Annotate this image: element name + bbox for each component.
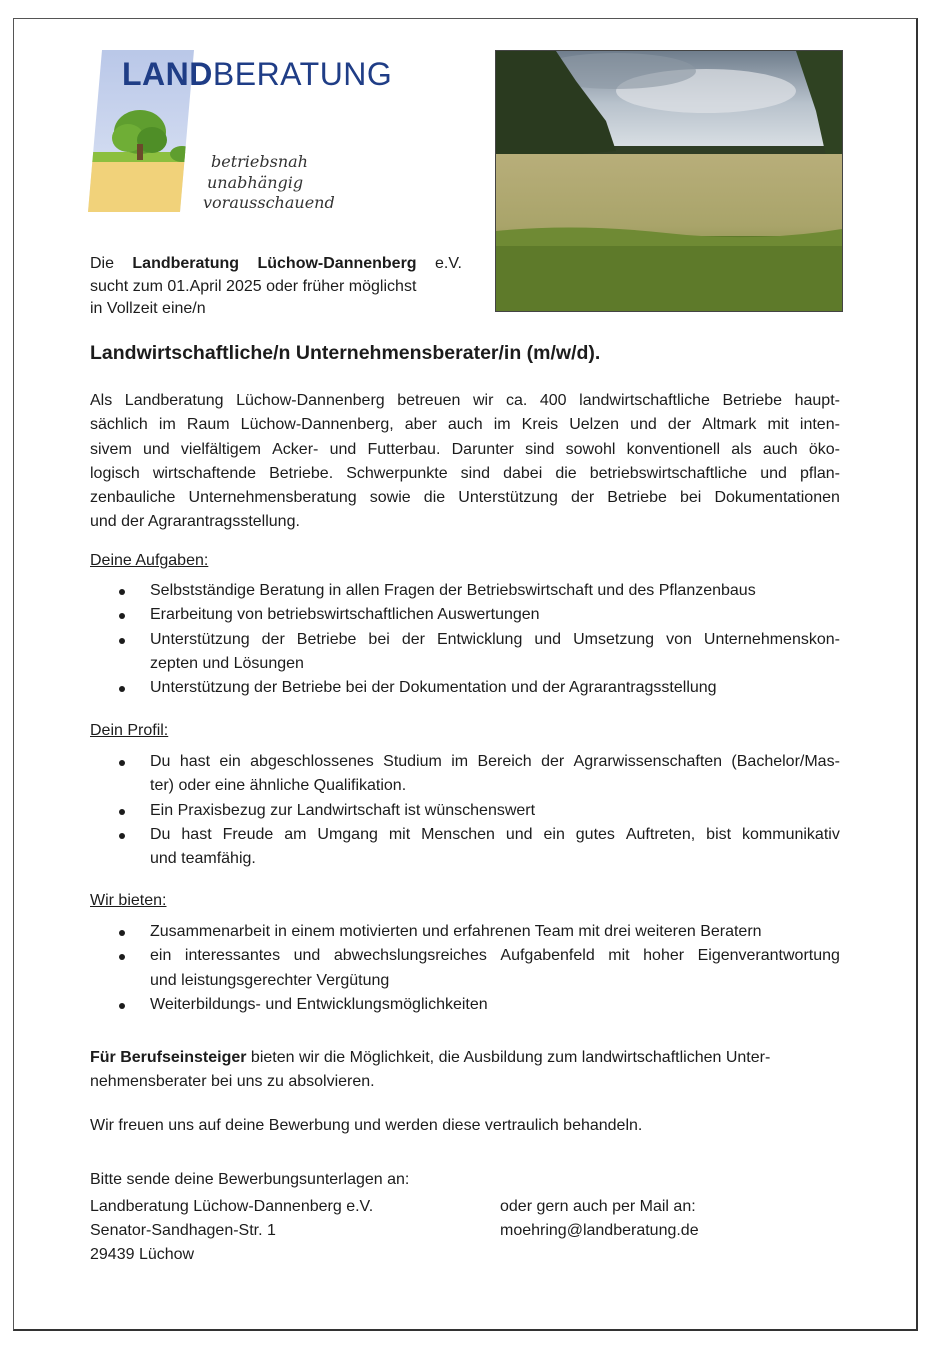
intro-line-2: sucht zum 01.April 2025 oder früher möglichst [90, 277, 417, 295]
einsteiger-rest: bieten wir die Möglichkeit, die Ausbildung zum landwirtschaftlichen Unter- [246, 1049, 771, 1066]
list-item-text: Erarbeitung von betriebswirtschaftlichen Auswertungen [150, 606, 540, 624]
logo-slogan [203, 152, 335, 214]
einsteiger-bold: Für Berufseinsteiger [90, 1049, 247, 1066]
description-paragraph [90, 389, 840, 535]
list-item [90, 628, 840, 677]
logo-word-beratung: BERATUNG [212, 56, 393, 92]
description-line: und der Agrarantragsstellung. [90, 513, 300, 531]
list-item [90, 676, 840, 700]
list-item-text: ter) oder eine ähnliche Qualifikation. [150, 777, 407, 795]
einsteiger-line-1 [90, 1046, 840, 1070]
list-item [90, 823, 840, 872]
list-item [90, 993, 840, 1017]
list-item-text: Du hast Freude am Umgang mit Menschen und ein gutes Auftreten, bist kommunikativ [150, 825, 840, 843]
closing-line: Wir freuen uns auf deine Bewerbung und werden diese vertraulich behandeln. [90, 1117, 643, 1134]
slogan-line: vorausschauend [203, 193, 335, 212]
logo-word-land: LAND [122, 56, 213, 92]
bullet-icon [119, 686, 125, 692]
list-item [90, 920, 840, 944]
section-heading-aufgaben: Deine Aufgaben: [90, 552, 209, 569]
list-item [90, 750, 840, 799]
intro-word: Landberatung [132, 255, 240, 272]
contact-intro: Bitte sende deine Bewerbungsunterlagen an: [90, 1171, 410, 1188]
wheat-field-photo [495, 50, 843, 312]
list-item [90, 603, 840, 627]
section-heading-profil: Dein Profil: [90, 722, 169, 739]
closing-paragraph [90, 1114, 840, 1138]
bullet-icon [119, 1003, 125, 1009]
intro-word: Die [90, 255, 115, 272]
bullet-icon [119, 930, 125, 936]
logo-wordmark [122, 58, 392, 90]
list-item-text: Selbstständige Beratung in allen Fragen der Betriebswirtschaft und des Pflanzenbaus [150, 582, 756, 599]
address-line: Senator-Sandhagen-Str. 1 [90, 1222, 276, 1239]
bullet-icon [119, 589, 125, 595]
address-line: 29439 Lüchow [90, 1246, 195, 1263]
list-item [90, 799, 840, 823]
description-line: zenbauliche Unternehmensberatung sowie die Unterstützung der Betriebe bei Dokumentationen [90, 489, 840, 507]
postal-address [90, 1195, 373, 1267]
mail-label: oder gern auch per Mail an: [500, 1198, 696, 1215]
list-item-text: Du hast ein abgeschlossenes Studium im Bereich der Agrarwissenschaften (Bachelor/Mas- [150, 753, 840, 770]
intro-word: Lüchow-Dannenberg [257, 255, 417, 272]
bullet-icon [119, 809, 125, 815]
bullet-icon [119, 638, 125, 644]
list-item-text: Ein Praxisbezug zur Landwirtschaft ist wünschenswert [150, 801, 536, 819]
slogan-line: unabhängig [207, 172, 304, 192]
bullet-icon [119, 613, 125, 619]
aufgaben-list [90, 579, 840, 700]
list-item-text: Zusammenarbeit in einem motivierten und erfahrenen Team mit drei weiteren Beratern [150, 923, 762, 940]
email-link[interactable]: moehring@landberatung.de [500, 1222, 699, 1239]
list-item-text: und leistungsgerechter Vergütung [150, 971, 390, 989]
list-item-text: Unterstützung der Betriebe bei der Dokumentation und der Agrarantragsstellung [150, 679, 717, 697]
einsteiger-line-2: nehmensberater bei uns zu absolvieren. [90, 1073, 375, 1091]
job-title: Landwirtschaftliche/n Unternehmensberater/in (m/w/d). [90, 342, 601, 364]
slogan-line: betriebsnah [211, 152, 308, 171]
bullet-icon [119, 954, 125, 960]
intro-text [90, 253, 462, 321]
list-item-text: ein interessantes und abwechslungsreiches Aufgabenfeld mit hoher Eigenverantwortung [150, 947, 840, 965]
list-item [90, 579, 840, 603]
intro-line-3: in Vollzeit eine/n [90, 300, 206, 317]
list-item-text: Unterstützung der Betriebe bei der Entwicklung und Umsetzung von Unternehmenskon- [150, 630, 840, 648]
description-line: logisch wirtschaftende Betriebe. Schwerpunkte sind dabei die betriebswirtschaftliche und pflan- [90, 464, 840, 482]
intro-line-1 [90, 253, 462, 276]
profil-list [90, 750, 840, 871]
mail-contact [500, 1195, 699, 1243]
list-item [90, 944, 840, 993]
description-line: Als Landberatung Lüchow-Dannenberg betreuen wir ca. 400 landwirtschaftliche Betriebe haupt- [90, 392, 840, 409]
bullet-icon [119, 833, 125, 839]
list-item-text: Weiterbildungs- und Entwicklungsmöglichkeiten [150, 995, 488, 1013]
list-item-text: zepten und Lösungen [150, 654, 304, 672]
list-item-text: und teamfähig. [150, 850, 256, 868]
bieten-list [90, 920, 840, 1017]
einsteiger-paragraph [90, 1046, 840, 1095]
bullet-icon [119, 760, 125, 766]
intro-word: e.V. [434, 255, 462, 272]
section-heading-bieten: Wir bieten: [90, 892, 167, 909]
description-line: sächlich im Raum Lüchow-Dannenberg, aber auch im Kreis Uelzen und der Altmark mit inten- [90, 416, 840, 434]
address-line: Landberatung Lüchow-Dannenberg e.V. [90, 1198, 374, 1215]
description-line: sivem und vielfältigem Acker- und Futterbau. Darunter sind sowohl konventionell als auch öko- [90, 440, 840, 458]
